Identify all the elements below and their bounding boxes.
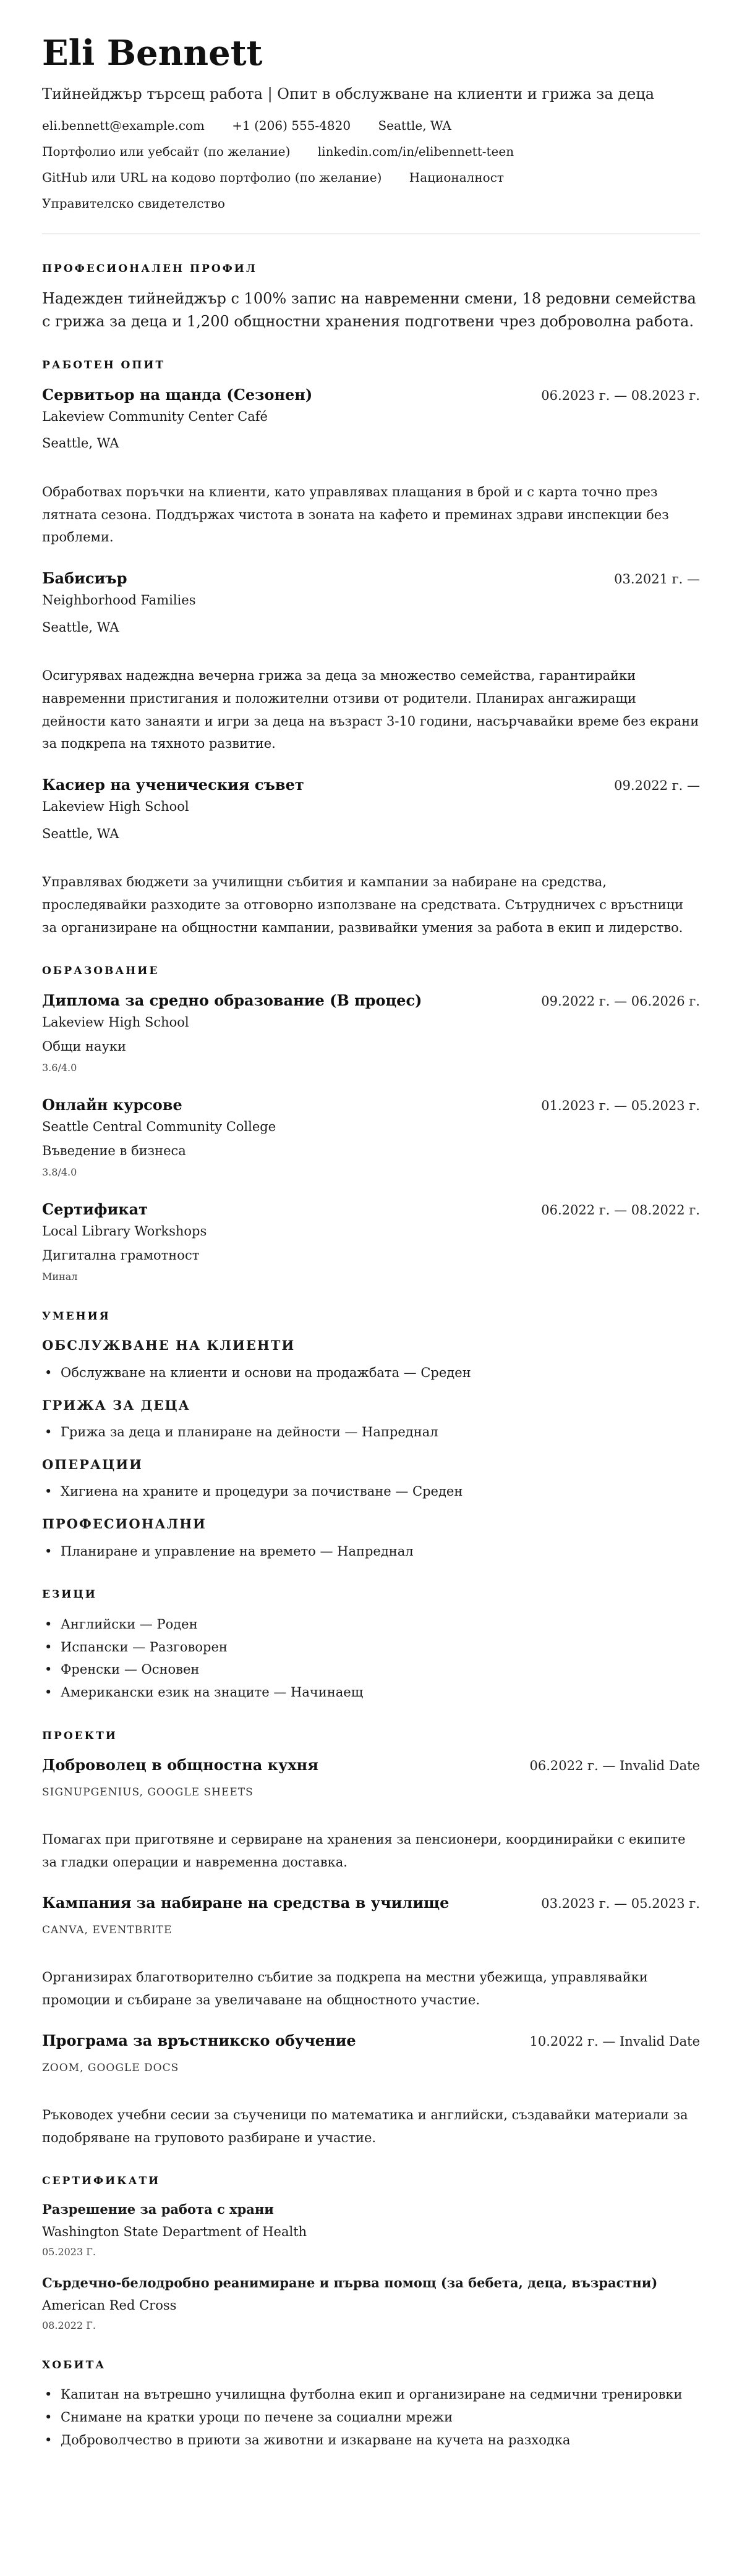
projects-section [42,1729,700,2150]
project-title: Доброволец в общностна кухня [42,1756,318,1774]
experience-section [42,358,700,939]
language-list [42,1613,700,1704]
skill-list [42,1480,700,1503]
contact-email[interactable]: eli.bennett@example.com [42,118,205,133]
skill-group-title: ОПЕРАЦИИ [42,1456,143,1472]
degree-title: Онлайн курсове [42,1095,182,1114]
section-title: ОБРАЗОВАНИЕ [42,965,160,978]
job-title: Сервитьор на щанда (Сезонен) [42,385,313,404]
job-title: Бабисиър [42,569,127,588]
certificate-entry [42,2273,700,2333]
certificate-entry [42,2200,700,2260]
list-item: • Хигиена на храните и процедури за почистване — Среден [42,1480,700,1503]
project-description: Ръководех учебни сесии за съученици по математика и английски, създавайки материали за подобряване на груповото разбиране и участие. [42,2107,688,2145]
profile-section [42,261,700,333]
profile-summary: Надежден тийнейджър с 100% запис на навременни смени, 18 редовни семейства с грижа за деца и 1,200 общностни хранения подготвени чрез доброволна работа. [42,289,696,331]
skill-list [42,1362,700,1384]
field-of-study: Общи науки [42,1039,127,1054]
project-date: 10.2022 г. — Invalid Date [529,2034,700,2049]
project-title: Кампания за набиране на средства в училище [42,1894,450,1912]
certificate-issuer: American Red Cross [42,2298,177,2313]
experience-entry [42,567,700,755]
contact-row [42,117,700,133]
hobby-list [42,2383,700,2451]
education-note: Минал [42,1270,78,1282]
experience-entry [42,384,700,549]
contact-location: Seattle, WA [378,118,451,133]
certificate-date: 05.2023 Г. [42,2245,96,2258]
list-item: • Снимане на кратки уроци по печене за социални мрежи [42,2406,700,2429]
certificate-title: Разрешение за работа с храни [42,2201,274,2217]
contact-row [42,195,700,211]
candidate-name: Eli Bennett [42,33,263,74]
job-location: Seattle, WA [42,436,119,451]
job-date: 06.2023 г. — 08.2023 г. [541,388,700,403]
experience-entry [42,774,700,939]
field-of-study: Дигитална грамотност [42,1248,200,1263]
certificate-issuer: Washington State Department of Health [42,2224,307,2240]
education-entry [42,989,700,1075]
school-name: Local Library Workshops [42,1223,207,1239]
list-item: • Планиране и управление на времето — Напреднал [42,1540,700,1563]
degree-title: Диплома за средно образование (В процес) [42,991,422,1009]
skill-group-title: ОБСЛУЖВАНЕ НА КЛИЕНТИ [42,1337,296,1354]
skill-list [42,1540,700,1563]
contact-row [42,143,700,159]
education-date: 06.2022 г. — 08.2022 г. [541,1202,700,1218]
job-company: Neighborhood Families [42,593,196,608]
education-date: 01.2023 г. — 05.2023 г. [541,1098,700,1113]
field-of-study: Въведение в бизнеса [42,1143,186,1159]
section-title: СЕРТИФИКАТИ [42,2175,161,2188]
languages-section [42,1587,700,1704]
project-tech: CANVA, EVENTBRITE [42,1924,173,1937]
section-title: РАБОТЕН ОПИТ [42,359,166,372]
project-tech: ZOOM, GOOGLE DOCS [42,2062,179,2075]
project-date: 06.2022 г. — Invalid Date [529,1758,700,1774]
project-tech: SIGNUPGENIUS, GOOGLE SHEETS [42,1786,254,1799]
section-title: ПРОФЕСИОНАЛЕН ПРОФИЛ [42,263,257,276]
list-item: • Обслужване на клиенти и основи на продажбата — Среден [42,1362,700,1384]
list-item: • Испански — Разговорен [42,1636,700,1659]
job-date: 09.2022 г. — [614,778,700,794]
job-description: Обработвах поръчки на клиенти, като управлявах плащания в брой и с карта точно през лятната сезона. Поддържах чистота в зоната на кафето и преминах здрави инспекции без проблеми. [42,484,669,545]
hobbies-section [42,2358,700,2452]
education-date: 09.2022 г. — 06.2026 г. [541,993,700,1009]
project-description: Помагах при приготвяне и сервиране на хранения за пенсионери, координирайки с екипите за гладки операции и навременна доставка. [42,1831,686,1870]
job-location: Seattle, WA [42,619,119,635]
list-item: • Капитан на вътрешно училищна футболна екип и организиране на седмични тренировки [42,2383,700,2406]
certificates-section [42,2174,700,2333]
skill-group-title: ПРОФЕСИОНАЛНИ [42,1516,207,1532]
section-title: УМЕНИЯ [42,1310,111,1323]
project-entry [42,1892,700,2011]
job-description: Осигурявах надеждна вечерна грижа за деца за множество семейства, гарантирайки навременни пристигания и положителни отзиви от родители. Планирах ангажиращи дейности като занаяти и игри за деца на възраст 3-10 години, насърчавайки време без екрани за подкрепа на тяхното развитие. [42,668,699,752]
resume-header [42,33,700,211]
degree-title: Сертификат [42,1200,148,1218]
list-item: • Доброволчество в приюти за животни и изкарване на кучета на разходка [42,2429,700,2452]
contact-linkedin[interactable]: linkedin.com/in/elibennett-teen [317,144,514,159]
list-item: • Френски — Основен [42,1658,700,1681]
school-name: Seattle Central Community College [42,1119,276,1134]
job-company: Lakeview High School [42,799,189,815]
education-entry [42,1198,700,1284]
contact-phone[interactable]: +1 (206) 555-4820 [232,118,351,133]
project-description: Организирах благотворително събитие за подкрепа на местни убежища, управлявайки промоции и събиране за увеличаване на общностното участие. [42,1969,648,2007]
school-name: Lakeview High School [42,1014,189,1030]
candidate-headline: Тийнейджър търсещ работа | Опит в обслужване на клиенти и грижа за деца [42,85,655,103]
skill-list [42,1421,700,1444]
education-note: 3.6/4.0 [42,1061,77,1074]
education-section [42,964,700,1284]
list-item: • Американски език на знаците — Начинаещ [42,1681,700,1704]
job-date: 03.2021 г. — [614,572,700,587]
education-note: 3.8/4.0 [42,1166,77,1178]
job-title: Касиер на ученическия съвет [42,776,304,794]
job-description: Управлявах бюджети за училищни събития и кампании за набиране на средства, проследявайки разходите за отговорно използване на средствата. Сътрудничех с връстници за организиране на общностни кампании, развивайки умения за работа в екип и лидерство. [42,875,684,935]
contact-row [42,169,700,185]
certificate-date: 08.2022 Г. [42,2319,96,2331]
section-title: ЕЗИЦИ [42,1588,97,1601]
contact-license: Управителско свидетелство [42,196,225,211]
section-title: ХОБИТА [42,2358,106,2371]
education-entry [42,1094,700,1180]
job-company: Lakeview Community Center Café [42,409,268,424]
contact-nationality: Националност [409,170,504,185]
section-title: ПРОЕКТИ [42,1729,117,1742]
certificate-title: Сърдечно-белодробно реанимиране и първа помощ (за бебета, деца, възрастни) [42,2274,658,2290]
skill-group-title: ГРИЖА ЗА ДЕЦА [42,1397,190,1413]
contact-github[interactable]: GitHub или URL на кодово портфолио (по желание) [42,170,382,185]
skills-section [42,1309,700,1563]
job-location: Seattle, WA [42,826,119,841]
contact-portfolio[interactable]: Портфолио или уебсайт (по желание) [42,144,291,159]
project-date: 03.2023 г. — 05.2023 г. [541,1896,700,1912]
project-title: Програма за връстникско обучение [42,2032,356,2050]
list-item: • Грижа за деца и планиране на дейности — Напреднал [42,1421,700,1444]
project-entry [42,1754,700,1873]
list-item: • Английски — Роден [42,1613,700,1636]
project-entry [42,2030,700,2149]
